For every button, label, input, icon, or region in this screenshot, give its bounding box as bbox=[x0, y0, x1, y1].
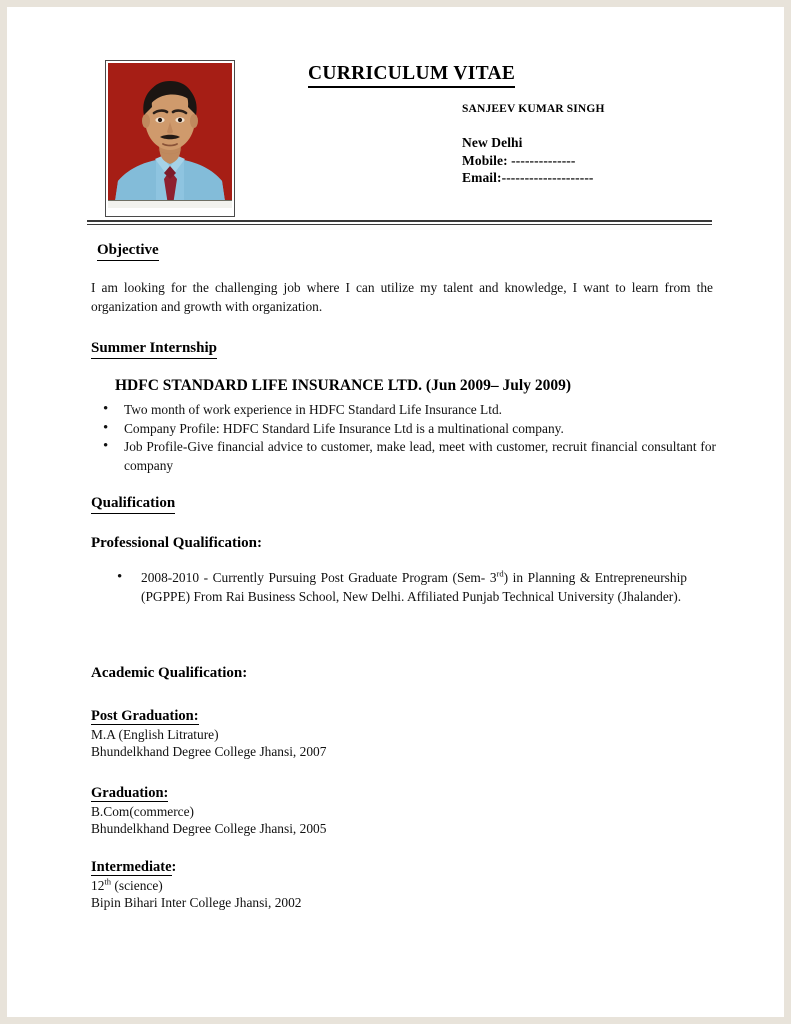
list-item: • Company Profile: HDFC Standard Life Insurance Ltd is a multinational company. bbox=[91, 420, 716, 439]
intermediate-label-colon: : bbox=[171, 859, 177, 875]
education-entry-post-graduation bbox=[91, 707, 326, 761]
internship-bullet-list bbox=[91, 401, 716, 475]
education-entry-graduation bbox=[91, 784, 326, 838]
candidate-name: SANJEEV KUMAR SINGH bbox=[462, 103, 605, 115]
graduation-institute: Bhundelkhand Degree College Jhansi, 2005 bbox=[91, 821, 327, 837]
qualification-heading-wrap bbox=[91, 494, 175, 514]
contact-block bbox=[462, 134, 594, 187]
contact-mobile: Mobile: -------------- bbox=[462, 152, 576, 168]
cv-header bbox=[7, 7, 784, 212]
summer-internship-heading-wrap bbox=[91, 339, 217, 359]
photo-bottom-strip bbox=[108, 200, 232, 208]
candidate-photo bbox=[108, 63, 232, 208]
objective-heading: Objective bbox=[97, 241, 159, 261]
document-page bbox=[7, 7, 784, 1017]
page-title: CURRICULUM VITAE bbox=[308, 62, 515, 88]
academic-qualification-label: Academic Qualification bbox=[91, 665, 243, 681]
divider-line-top bbox=[87, 220, 712, 222]
contact-city: New Delhi bbox=[462, 135, 523, 150]
intermediate-label-text: Intermediate bbox=[91, 859, 172, 875]
post-graduation-label-text: Post Graduation: bbox=[91, 708, 199, 724]
internship-company: HDFC STANDARD LIFE INSURANCE LTD. (Jun 2009– July 2009) bbox=[115, 377, 572, 394]
professional-qualification-list bbox=[91, 569, 687, 606]
objective-text: I am looking for the challenging job where I can utilize my talent and knowledge, I want to learn from the organization and growth with organization. bbox=[91, 280, 713, 314]
graduation-label-text: Graduation: bbox=[91, 785, 169, 801]
list-item: • Two month of work experience in HDFC Standard Life Insurance Ltd. bbox=[91, 401, 716, 420]
intermediate-label bbox=[91, 858, 176, 877]
summer-internship-heading: Summer Internship bbox=[91, 339, 217, 359]
education-entry-intermediate bbox=[91, 858, 302, 912]
portrait-illustration bbox=[108, 63, 232, 208]
intermediate-degree: 12th (science) bbox=[91, 876, 163, 893]
header-divider bbox=[87, 220, 712, 225]
list-item: • 2008-2010 - Currently Pursuing Post Graduate Program (Sem- 3rd) in Planning & Entrepreneurship (PGPPE) From Rai Business School, New Delhi. Affiliated Punjab Technical University (Jhalander). bbox=[91, 569, 687, 606]
academic-qualification-heading bbox=[91, 664, 247, 683]
post-graduation-institute: Bhundelkhand Degree College Jhansi, 2007 bbox=[91, 744, 327, 760]
page-content bbox=[7, 7, 784, 1017]
graduation-label bbox=[91, 784, 168, 803]
intermediate-institute: Bipin Bihari Inter College Jhansi, 2002 bbox=[91, 895, 302, 911]
list-item: • Job Profile-Give financial advice to customer, make lead, meet with customer, recruit financial consultant for company bbox=[91, 438, 716, 475]
academic-qualification-colon: : bbox=[242, 665, 248, 681]
divider-line-bottom bbox=[87, 224, 712, 225]
qualification-heading: Qualification bbox=[91, 494, 175, 514]
graduation-degree: B.Com(commerce) bbox=[91, 803, 194, 819]
post-graduation-degree: M.A (English Litrature) bbox=[91, 726, 219, 742]
contact-email: Email:-------------------- bbox=[462, 170, 594, 185]
professional-qualification-heading: Professional Qualification: bbox=[91, 535, 262, 551]
post-graduation-label bbox=[91, 707, 199, 726]
objective-section-heading-wrap bbox=[97, 241, 159, 261]
candidate-photo-frame bbox=[105, 60, 235, 217]
